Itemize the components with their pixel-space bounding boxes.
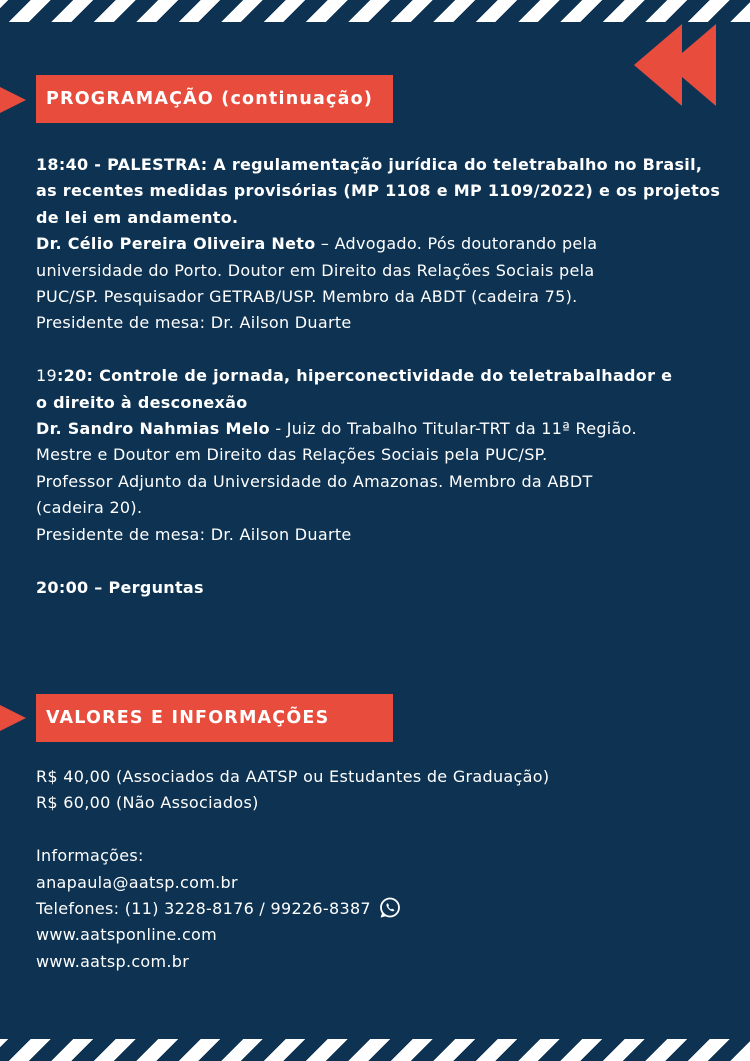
section-title: PROGRAMAÇÃO (continuação) — [46, 89, 374, 109]
session-president: Presidente de mesa: Dr. Ailson Duarte — [36, 313, 352, 333]
contact-email[interactable]: anapaula@aatsp.com.br — [36, 872, 238, 892]
section-title: VALORES E INFORMAÇÕES — [46, 708, 330, 728]
website-link[interactable]: www.aatsp.com.br — [36, 951, 190, 971]
spacer — [36, 817, 726, 843]
section-pointer-icon — [0, 87, 26, 113]
speaker-name: Dr. Sandro Nahmias Melo — [36, 419, 270, 439]
speaker-bio-line: (cadeira 20). — [36, 498, 143, 518]
website-link[interactable]: www.aatsponline.com — [36, 925, 218, 945]
contact-phones-line — [36, 896, 726, 922]
session-president: Presidente de mesa: Dr. Ailson Duarte — [36, 524, 352, 544]
speaker-bio-line: Professor Adjunto da Universidade do Amazonas. Membro da ABDT — [36, 471, 593, 491]
price-non-associates: R$ 60,00 (Não Associados) — [36, 793, 259, 813]
section-header-programacao — [36, 75, 393, 123]
spacer — [36, 548, 726, 574]
talk-time-hour: 19 — [36, 366, 57, 386]
section-header-valores — [36, 694, 393, 742]
rewind-arrows-icon — [630, 24, 720, 110]
program-schedule — [36, 152, 726, 601]
speaker-bio: - Juiz do Trabalho Titular-TRT da 11ª Região. — [269, 419, 637, 439]
speaker-line — [36, 231, 726, 257]
contact-phones[interactable]: Telefones: (11) 3228-8176 / 99226-8387 — [36, 899, 371, 919]
speaker-bio-line: PUC/SP. Pesquisador GETRAB/USP. Membro da ABDT (cadeira 75). — [36, 287, 578, 307]
talk-heading-line — [36, 363, 726, 389]
talk-heading-line: o direito à desconexão — [36, 392, 248, 412]
speaker-bio-line: universidade do Porto. Doutor em Direito das Relações Sociais pela — [36, 260, 595, 280]
talk-heading-line: as recentes medidas provisórias (MP 1108 e MP 1109/2022) e os projetos — [36, 181, 721, 201]
speaker-bio-line: Mestre e Doutor em Direito das Relações Sociais pela PUC/SP. — [36, 445, 548, 465]
talk-heading-line: 18:40 - PALESTRA: A regulamentação jurídica do teletrabalho no Brasil, — [36, 155, 703, 174]
spacer — [36, 337, 726, 363]
questions-heading: 20:00 – Perguntas — [36, 577, 204, 597]
info-label: Informações: — [36, 846, 144, 866]
speaker-line — [36, 416, 726, 442]
price-associates: R$ 40,00 (Associados da AATSP ou Estudantes de Graduação) — [36, 767, 550, 786]
talk-heading: :20: Controle de jornada, hiperconectividade do teletrabalhador e — [56, 366, 673, 386]
speaker-bio: – Advogado. Pós doutorando pela — [315, 234, 598, 254]
whatsapp-icon — [378, 896, 402, 920]
bottom-stripe-border — [0, 1039, 750, 1061]
talk-heading-line: de lei em andamento. — [36, 207, 239, 227]
top-stripe-border — [0, 0, 750, 22]
speaker-name: Dr. Célio Pereira Oliveira Neto — [36, 234, 316, 254]
prices-and-info — [36, 764, 726, 975]
section-pointer-icon — [0, 705, 26, 731]
